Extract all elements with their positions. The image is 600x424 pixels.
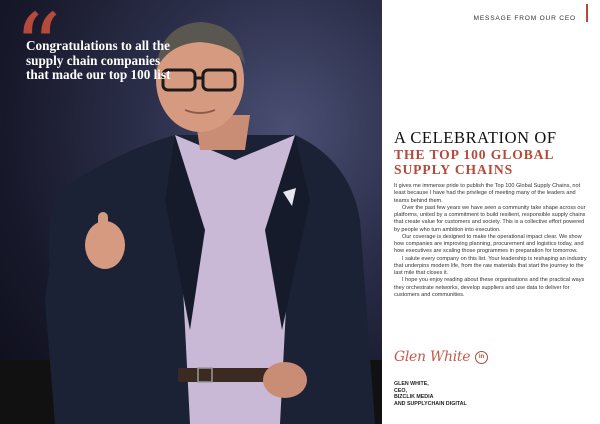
letter-body xyxy=(394,183,590,299)
headline-line-2: THE TOP 100 GLOBAL SUPPLY CHAINS xyxy=(394,147,554,177)
paragraph: Our coverage is designed to make the operational impact clear. We show how companies are improving planning, procurement and logistics today, and how executives are scaling those programmes in preparation for tomorrow. xyxy=(394,233,584,255)
letter-panel xyxy=(382,0,600,424)
linkedin-icon[interactable]: in xyxy=(475,351,488,364)
pull-quote: Congratulations to all the supply chain companies that made our top 100 list xyxy=(26,38,171,83)
right-hand xyxy=(263,362,307,398)
signatory-block xyxy=(394,381,467,407)
section-label: MESSAGE FROM OUR CEO xyxy=(473,15,576,22)
quote-mark-icon: “ xyxy=(14,0,62,101)
accent-rule xyxy=(586,4,588,22)
paragraph: It gives me immense pride to publish the Top 100 Global Supply Chains, not least because I have had the privilege of meeting many of the leaders and teams behind them. xyxy=(394,183,581,204)
signatory-company: BIZCLIK MEDIA xyxy=(394,394,434,401)
paragraph: I salute every company on this list. Your leadership is reshaping an industry that underpins modern life, from the raw materials that start the journey to the last mile that closes it. xyxy=(394,255,587,276)
headline-line-1: A CELEBRATION OF xyxy=(394,128,557,147)
paragraph: Over the past few years we have seen a community take shape across our platforms, united by a commitment to build resilient, responsible supply chains that create value for customers and society. This is a collective effort powered by people who turn ambition into execution. xyxy=(394,204,586,233)
thumb xyxy=(98,212,108,234)
paragraph: I hope you enjoy reading about these organisations and the practical ways they orchestrate networks, develop suppliers and use data to deliver for customers and communities. xyxy=(394,277,585,298)
signatory-company-2: AND SUPPLYCHAIN DIGITAL xyxy=(394,400,467,407)
signatory-title: CEO, xyxy=(394,387,407,394)
signatory-name: GLEN WHITE, xyxy=(394,381,429,387)
handwritten-signature: Glen White xyxy=(394,349,471,365)
